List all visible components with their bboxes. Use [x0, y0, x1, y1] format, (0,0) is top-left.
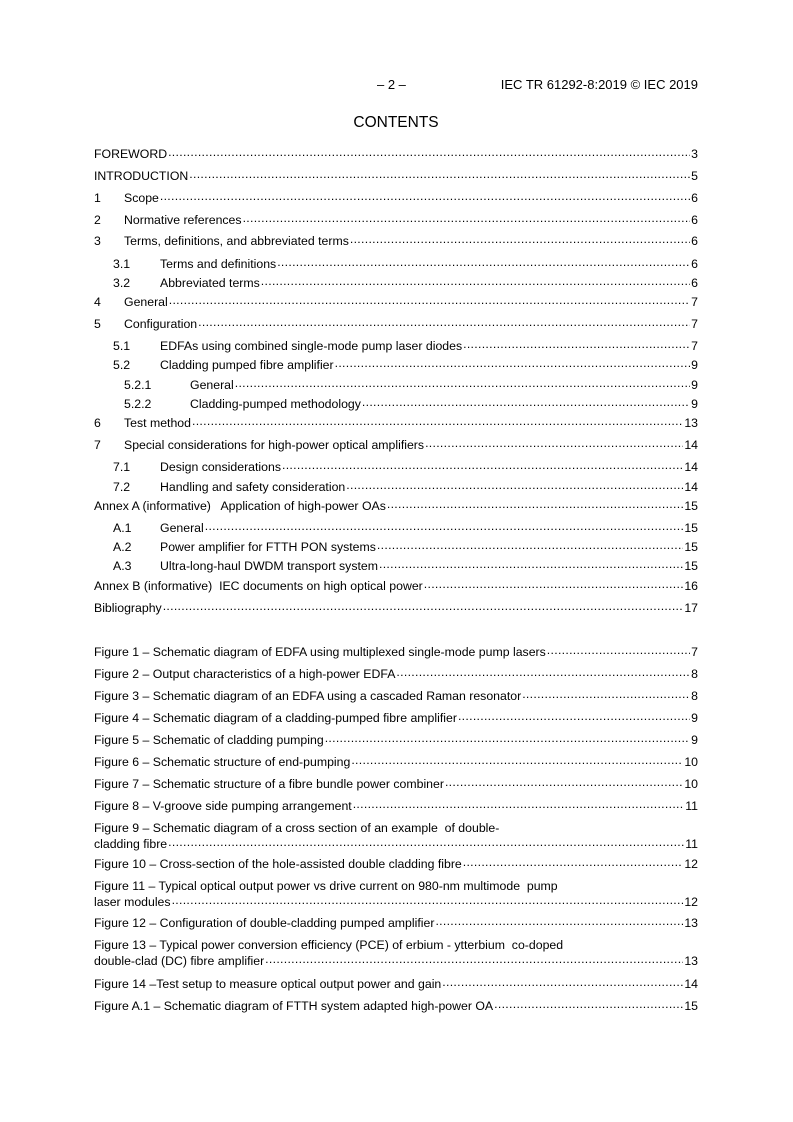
toc-entry-text: Terms, definitions, and abbreviated terms [124, 234, 349, 248]
toc-entry-6[interactable] [94, 415, 698, 431]
toc-entry-page: 15 [684, 540, 698, 554]
page-number: – 2 – [377, 77, 406, 92]
toc-entry-5[interactable] [94, 316, 698, 332]
toc-entry-text: Bibliography [94, 601, 162, 615]
toc-entry-number: 1 [94, 191, 101, 205]
toc-entry-page: 16 [684, 579, 698, 593]
toc-entry-number: 7.2 [113, 480, 131, 494]
figure-entry-text-line1: Figure 13 – Typical power conversion efficiency (PCE) of erbium - ytterbium co-doped [94, 938, 564, 952]
leader-dots [435, 915, 683, 927]
toc-entry-page: 6 [691, 234, 698, 248]
figure-entry-text: Figure A.1 – Schematic diagram of FTTH system adapted high-power OA [94, 999, 494, 1013]
figure-entry-13[interactable] [94, 937, 698, 969]
toc-entry-5-2-1[interactable] [94, 377, 698, 393]
toc-entry-number: 7 [94, 438, 101, 452]
toc-entry-bibliography[interactable] [94, 600, 698, 616]
leader-dots [445, 776, 683, 788]
toc-entry-3[interactable] [94, 233, 698, 249]
figure-entry-1[interactable] [94, 644, 698, 660]
figure-entry-3[interactable] [94, 688, 698, 704]
toc-entry-1[interactable] [94, 190, 698, 206]
toc-entry-text: Abbreviated terms [160, 276, 260, 290]
figure-entry-text: Figure 6 – Schematic structure of end-pumping [94, 755, 351, 769]
figure-entry-page: 13 [684, 916, 698, 930]
figure-entry-page: 8 [691, 689, 698, 703]
toc-entry-page: 3 [691, 147, 698, 161]
toc-entry-page: 6 [691, 257, 698, 271]
figure-entry-text: double-clad (DC) fibre amplifier [94, 954, 265, 968]
leader-dots [350, 233, 690, 245]
leader-dots [396, 666, 690, 678]
figure-entry-text: Figure 10 – Cross-section of the hole-assisted double cladding fibre [94, 857, 462, 871]
toc-entry-7-2[interactable] [94, 479, 698, 495]
figure-entry-page: 9 [691, 733, 698, 747]
leader-dots [205, 520, 684, 532]
toc-entry-page: 17 [684, 601, 698, 615]
toc-entry-a-3[interactable] [94, 558, 698, 574]
toc-entry-7[interactable] [94, 437, 698, 453]
leader-dots [169, 294, 690, 306]
toc-entry-number: A.2 [113, 540, 132, 554]
figure-entry-text: cladding fibre [94, 837, 168, 851]
leader-dots [325, 732, 690, 744]
leader-dots [424, 578, 684, 590]
figure-entry-5[interactable] [94, 732, 698, 748]
toc-entry-text: General [190, 378, 234, 392]
toc-entry-text: INTRODUCTION [94, 169, 189, 183]
contents-title: CONTENTS [353, 114, 439, 131]
figure-entry-page: 11 [685, 837, 698, 851]
figure-entry-9[interactable] [94, 820, 698, 852]
toc-entry-text: Scope [124, 191, 159, 205]
toc-entry-5-2-2[interactable] [94, 396, 698, 412]
toc-entry-text: Power amplifier for FTTH PON systems [160, 540, 376, 554]
toc-entry-text: Normative references [124, 213, 242, 227]
toc-entry-7-1[interactable] [94, 459, 698, 475]
leader-dots [494, 998, 683, 1010]
figure-entry-page: 10 [684, 777, 698, 791]
figure-entry-12[interactable] [94, 915, 698, 931]
figure-entry-text: Figure 1 – Schematic diagram of EDFA using multiplexed single-mode pump lasers [94, 645, 546, 659]
toc-entry-number: 3.1 [113, 257, 131, 271]
leader-dots [172, 894, 684, 906]
leader-dots [379, 558, 683, 570]
toc-entry-text: Annex B (informative) IEC documents on high optical power [94, 579, 423, 593]
toc-entry-text: Cladding pumped fibre amplifier [160, 358, 334, 372]
toc-entry-text: Configuration [124, 317, 198, 331]
toc-entry-text: General [124, 295, 168, 309]
toc-entry-5-1[interactable] [94, 338, 698, 354]
toc-entry-page: 7 [691, 295, 698, 309]
toc-entry-number: 5.2.2 [124, 397, 152, 411]
leader-dots [282, 459, 683, 471]
leader-dots [265, 953, 683, 965]
figure-entry-text: Figure 3 – Schematic diagram of an EDFA using a cascaded Raman resonator [94, 689, 522, 703]
toc-entry-number: 4 [94, 295, 101, 309]
toc-entry-text: Handling and safety consideration [160, 480, 346, 494]
leader-dots [377, 539, 683, 551]
toc-entry-page: 9 [691, 358, 698, 372]
leader-dots [277, 256, 690, 268]
toc-entry-text: General [160, 521, 204, 535]
toc-entry-page: 9 [691, 397, 698, 411]
leader-dots [189, 168, 690, 180]
figure-entry-10[interactable] [94, 856, 698, 872]
leader-dots [335, 357, 691, 369]
figure-entry-page: 12 [684, 857, 698, 871]
figure-entry-page: 12 [684, 895, 698, 909]
toc-entry-introduction[interactable] [94, 168, 698, 184]
toc-entry-text: Terms and definitions [160, 257, 277, 271]
toc-entry-text: EDFAs using combined single-mode pump laser diodes [160, 339, 463, 353]
figure-entry-text: Figure 4 – Schematic diagram of a cladding-pumped fibre amplifier [94, 711, 457, 725]
page-header [94, 77, 698, 93]
toc-entry-text: Special considerations for high-power optical amplifiers [124, 438, 425, 452]
figure-entry-text: Figure 7 – Schematic structure of a fibre bundle power combiner [94, 777, 444, 791]
leader-dots [547, 644, 690, 656]
toc-entry-page: 6 [691, 276, 698, 290]
toc-entry-number: 3 [94, 234, 101, 248]
leader-dots [425, 437, 683, 449]
toc-entry-page: 14 [684, 480, 698, 494]
figure-entry-text: Figure 8 – V-groove side pumping arrangement [94, 799, 352, 813]
leader-dots [192, 415, 683, 427]
toc-entry-number: 5.2 [113, 358, 131, 372]
toc-entry-number: 5 [94, 317, 101, 331]
figure-entry-2[interactable] [94, 666, 698, 682]
leader-dots [261, 275, 690, 287]
toc-entry-foreword[interactable] [94, 146, 698, 162]
toc-entry-page: 7 [691, 339, 698, 353]
toc-entry-page: 14 [684, 438, 698, 452]
toc-entry-3-2[interactable] [94, 275, 698, 291]
leader-dots [351, 754, 683, 766]
figure-entry-page: 8 [691, 667, 698, 681]
toc-entry-page: 15 [684, 499, 698, 513]
toc-entry-page: 7 [691, 317, 698, 331]
figure-entry-14[interactable] [94, 976, 698, 992]
figure-entry-page: 7 [691, 645, 698, 659]
toc-entry-number: A.3 [113, 559, 132, 573]
leader-dots [522, 688, 690, 700]
toc-entry-number: 6 [94, 416, 101, 430]
document-reference: IEC TR 61292-8:2019 © IEC 2019 [500, 77, 698, 92]
toc-entry-number: 5.1 [113, 339, 131, 353]
figure-entry-page: 11 [685, 799, 698, 813]
leader-dots [168, 146, 690, 158]
toc-entry-annex-b[interactable] [94, 578, 698, 594]
figure-entry-6[interactable] [94, 754, 698, 770]
toc-entry-page: 14 [684, 460, 698, 474]
leader-dots [168, 836, 684, 848]
toc-entry-number: 7.1 [113, 460, 131, 474]
figure-entry-text: Figure 2 – Output characteristics of a high-power EDFA [94, 667, 396, 681]
toc-entry-number: A.1 [113, 521, 132, 535]
toc-entry-text: Ultra-long-haul DWDM transport system [160, 559, 378, 573]
figure-entry-page: 10 [684, 755, 698, 769]
toc-entry-text: FOREWORD [94, 147, 168, 161]
toc-entry-page: 6 [691, 213, 698, 227]
leader-dots [243, 212, 691, 224]
figure-entry-7[interactable] [94, 776, 698, 792]
toc-entry-page: 6 [691, 191, 698, 205]
toc-entry-2[interactable] [94, 212, 698, 228]
leader-dots [463, 338, 690, 350]
toc-entry-number: 5.2.1 [124, 378, 152, 392]
leader-dots [463, 856, 684, 868]
toc-entry-3-1[interactable] [94, 256, 698, 272]
toc-entry-text: Design considerations [160, 460, 281, 474]
leader-dots [442, 976, 683, 988]
toc-entry-annex-a[interactable] [94, 498, 698, 514]
toc-entry-page: 5 [691, 169, 698, 183]
figure-entry-text-line1: Figure 9 – Schematic diagram of a cross section of an example of double- [94, 821, 500, 835]
figure-entry-text: Figure 5 – Schematic of cladding pumping [94, 733, 324, 747]
toc-entry-number: 2 [94, 213, 101, 227]
figure-entry-page: 9 [691, 711, 698, 725]
figure-entry-a-1[interactable] [94, 998, 698, 1014]
figure-entry-page: 15 [684, 999, 698, 1013]
toc-entry-a-1[interactable] [94, 520, 698, 536]
leader-dots [387, 498, 683, 510]
toc-entry-number: 3.2 [113, 276, 131, 290]
figure-entry-4[interactable] [94, 710, 698, 726]
leader-dots [458, 710, 690, 722]
leader-dots [160, 190, 690, 202]
figure-entry-text: laser modules [94, 895, 171, 909]
toc-entry-4[interactable] [94, 294, 698, 310]
figure-entry-11[interactable] [94, 878, 698, 910]
leader-dots [198, 316, 690, 328]
figure-entry-text-line1: Figure 11 – Typical optical output power vs drive current on 980-nm multimode pump [94, 879, 558, 893]
toc-entry-page: 15 [684, 521, 698, 535]
figure-entry-8[interactable] [94, 798, 698, 814]
toc-entry-page: 13 [684, 416, 698, 430]
leader-dots [235, 377, 690, 389]
leader-dots [362, 396, 690, 408]
figure-entry-page: 13 [684, 954, 698, 968]
toc-entry-text: Annex A (informative) Application of high-power OAs [94, 499, 386, 513]
toc-entry-a-2[interactable] [94, 539, 698, 555]
figure-entry-page: 14 [684, 977, 698, 991]
figure-entry-text: Figure 14 –Test setup to measure optical output power and gain [94, 977, 442, 991]
toc-entry-text: Test method [124, 416, 191, 430]
leader-dots [346, 479, 683, 491]
toc-entry-text: Cladding-pumped methodology [190, 397, 361, 411]
toc-entry-page: 9 [691, 378, 698, 392]
toc-entry-page: 15 [684, 559, 698, 573]
figure-entry-text: Figure 12 – Configuration of double-cladding pumped amplifier [94, 916, 435, 930]
leader-dots [353, 798, 685, 810]
toc-entry-5-2[interactable] [94, 357, 698, 373]
leader-dots [163, 600, 684, 612]
